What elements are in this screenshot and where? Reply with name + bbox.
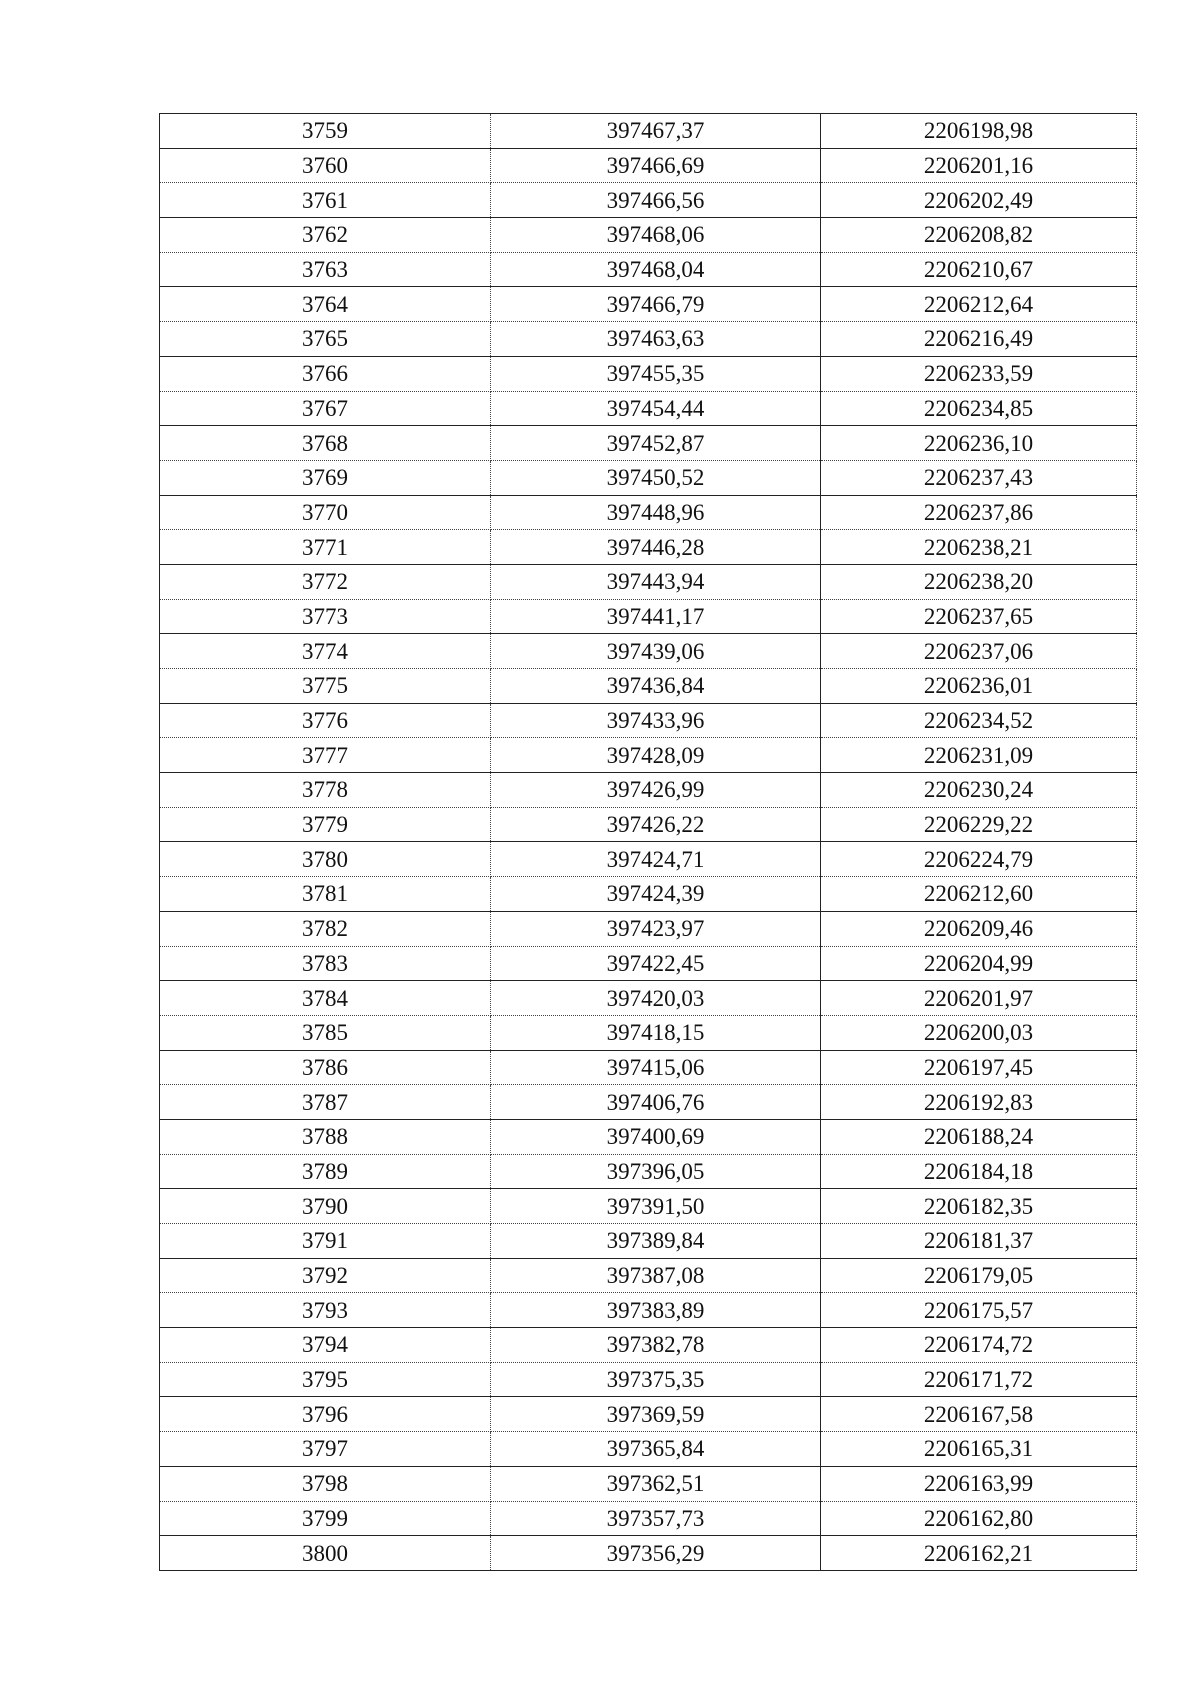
point-number-cell: 3792 — [160, 1258, 491, 1293]
y-coordinate-cell: 2206237,86 — [821, 495, 1137, 530]
x-coordinate-cell: 397406,76 — [491, 1085, 821, 1120]
x-coordinate-cell: 397383,89 — [491, 1293, 821, 1328]
point-number-cell: 3774 — [160, 634, 491, 669]
x-coordinate-cell: 397463,63 — [491, 322, 821, 357]
y-coordinate-cell: 2206201,97 — [821, 981, 1137, 1016]
y-coordinate-cell: 2206229,22 — [821, 807, 1137, 842]
y-coordinate-cell: 2206184,18 — [821, 1154, 1137, 1189]
y-coordinate-cell: 2206231,09 — [821, 738, 1137, 773]
table-row — [160, 703, 1137, 738]
x-coordinate-cell: 397467,37 — [491, 114, 821, 149]
table-row — [160, 1189, 1137, 1224]
x-coordinate-cell: 397426,99 — [491, 773, 821, 808]
x-coordinate-cell: 397468,06 — [491, 218, 821, 253]
x-coordinate-cell: 397446,28 — [491, 530, 821, 565]
coordinates-table-body — [160, 114, 1137, 1571]
y-coordinate-cell: 2206234,85 — [821, 391, 1137, 426]
table-row — [160, 252, 1137, 287]
table-row — [160, 356, 1137, 391]
point-number-cell: 3771 — [160, 530, 491, 565]
table-row — [160, 1536, 1137, 1571]
point-number-cell: 3797 — [160, 1432, 491, 1467]
table-row — [160, 1397, 1137, 1432]
table-row — [160, 1050, 1137, 1085]
table-row — [160, 148, 1137, 183]
x-coordinate-cell: 397439,06 — [491, 634, 821, 669]
table-row — [160, 1501, 1137, 1536]
point-number-cell: 3782 — [160, 911, 491, 946]
point-number-cell: 3775 — [160, 669, 491, 704]
y-coordinate-cell: 2206198,98 — [821, 114, 1137, 149]
coordinates-table — [159, 113, 1137, 1571]
x-coordinate-cell: 397454,44 — [491, 391, 821, 426]
table-row — [160, 391, 1137, 426]
y-coordinate-cell: 2206236,01 — [821, 669, 1137, 704]
point-number-cell: 3777 — [160, 738, 491, 773]
x-coordinate-cell: 397466,79 — [491, 287, 821, 322]
x-coordinate-cell: 397418,15 — [491, 1015, 821, 1050]
table-row — [160, 460, 1137, 495]
x-coordinate-cell: 397387,08 — [491, 1258, 821, 1293]
y-coordinate-cell: 2206212,64 — [821, 287, 1137, 322]
y-coordinate-cell: 2206165,31 — [821, 1432, 1137, 1467]
table-row — [160, 599, 1137, 634]
y-coordinate-cell: 2206201,16 — [821, 148, 1137, 183]
table-row — [160, 773, 1137, 808]
point-number-cell: 3790 — [160, 1189, 491, 1224]
x-coordinate-cell: 397441,17 — [491, 599, 821, 634]
y-coordinate-cell: 2206234,52 — [821, 703, 1137, 738]
table-row — [160, 877, 1137, 912]
point-number-cell: 3787 — [160, 1085, 491, 1120]
y-coordinate-cell: 2206175,57 — [821, 1293, 1137, 1328]
point-number-cell: 3786 — [160, 1050, 491, 1085]
point-number-cell: 3788 — [160, 1119, 491, 1154]
x-coordinate-cell: 397423,97 — [491, 911, 821, 946]
y-coordinate-cell: 2206192,83 — [821, 1085, 1137, 1120]
point-number-cell: 3773 — [160, 599, 491, 634]
x-coordinate-cell: 397420,03 — [491, 981, 821, 1016]
y-coordinate-cell: 2206209,46 — [821, 911, 1137, 946]
table-row — [160, 495, 1137, 530]
table-row — [160, 1154, 1137, 1189]
x-coordinate-cell: 397356,29 — [491, 1536, 821, 1571]
x-coordinate-cell: 397455,35 — [491, 356, 821, 391]
table-row — [160, 530, 1137, 565]
table-row — [160, 911, 1137, 946]
table-row — [160, 842, 1137, 877]
point-number-cell: 3795 — [160, 1362, 491, 1397]
y-coordinate-cell: 2206162,21 — [821, 1536, 1137, 1571]
x-coordinate-cell: 397468,04 — [491, 252, 821, 287]
point-number-cell: 3762 — [160, 218, 491, 253]
x-coordinate-cell: 397452,87 — [491, 426, 821, 461]
table-row — [160, 1362, 1137, 1397]
y-coordinate-cell: 2206224,79 — [821, 842, 1137, 877]
y-coordinate-cell: 2206202,49 — [821, 183, 1137, 218]
x-coordinate-cell: 397426,22 — [491, 807, 821, 842]
y-coordinate-cell: 2206216,49 — [821, 322, 1137, 357]
x-coordinate-cell: 397450,52 — [491, 460, 821, 495]
point-number-cell: 3760 — [160, 148, 491, 183]
x-coordinate-cell: 397466,56 — [491, 183, 821, 218]
x-coordinate-cell: 397365,84 — [491, 1432, 821, 1467]
y-coordinate-cell: 2206188,24 — [821, 1119, 1137, 1154]
y-coordinate-cell: 2206204,99 — [821, 946, 1137, 981]
point-number-cell: 3763 — [160, 252, 491, 287]
point-number-cell: 3761 — [160, 183, 491, 218]
y-coordinate-cell: 2206182,35 — [821, 1189, 1137, 1224]
table-row — [160, 946, 1137, 981]
y-coordinate-cell: 2206200,03 — [821, 1015, 1137, 1050]
point-number-cell: 3759 — [160, 114, 491, 149]
x-coordinate-cell: 397424,71 — [491, 842, 821, 877]
point-number-cell: 3764 — [160, 287, 491, 322]
x-coordinate-cell: 397382,78 — [491, 1328, 821, 1363]
point-number-cell: 3794 — [160, 1328, 491, 1363]
x-coordinate-cell: 397422,45 — [491, 946, 821, 981]
x-coordinate-cell: 397443,94 — [491, 564, 821, 599]
table-row — [160, 1085, 1137, 1120]
y-coordinate-cell: 2206197,45 — [821, 1050, 1137, 1085]
point-number-cell: 3796 — [160, 1397, 491, 1432]
point-number-cell: 3781 — [160, 877, 491, 912]
table-row — [160, 1293, 1137, 1328]
x-coordinate-cell: 397391,50 — [491, 1189, 821, 1224]
point-number-cell: 3799 — [160, 1501, 491, 1536]
table-row — [160, 1328, 1137, 1363]
y-coordinate-cell: 2206237,06 — [821, 634, 1137, 669]
x-coordinate-cell: 397375,35 — [491, 1362, 821, 1397]
table-row — [160, 1119, 1137, 1154]
x-coordinate-cell: 397436,84 — [491, 669, 821, 704]
y-coordinate-cell: 2206174,72 — [821, 1328, 1137, 1363]
x-coordinate-cell: 397357,73 — [491, 1501, 821, 1536]
x-coordinate-cell: 397369,59 — [491, 1397, 821, 1432]
table-row — [160, 1258, 1137, 1293]
x-coordinate-cell: 397433,96 — [491, 703, 821, 738]
point-number-cell: 3789 — [160, 1154, 491, 1189]
point-number-cell: 3769 — [160, 460, 491, 495]
point-number-cell: 3784 — [160, 981, 491, 1016]
y-coordinate-cell: 2206181,37 — [821, 1224, 1137, 1259]
y-coordinate-cell: 2206208,82 — [821, 218, 1137, 253]
x-coordinate-cell: 397400,69 — [491, 1119, 821, 1154]
y-coordinate-cell: 2206171,72 — [821, 1362, 1137, 1397]
x-coordinate-cell: 397424,39 — [491, 877, 821, 912]
point-number-cell: 3780 — [160, 842, 491, 877]
y-coordinate-cell: 2206236,10 — [821, 426, 1137, 461]
table-row — [160, 807, 1137, 842]
point-number-cell: 3785 — [160, 1015, 491, 1050]
y-coordinate-cell: 2206237,43 — [821, 460, 1137, 495]
point-number-cell: 3800 — [160, 1536, 491, 1571]
point-number-cell: 3776 — [160, 703, 491, 738]
table-row — [160, 114, 1137, 149]
x-coordinate-cell: 397466,69 — [491, 148, 821, 183]
y-coordinate-cell: 2206233,59 — [821, 356, 1137, 391]
point-number-cell: 3772 — [160, 564, 491, 599]
x-coordinate-cell: 397396,05 — [491, 1154, 821, 1189]
point-number-cell: 3767 — [160, 391, 491, 426]
table-row — [160, 738, 1137, 773]
table-row — [160, 564, 1137, 599]
point-number-cell: 3768 — [160, 426, 491, 461]
x-coordinate-cell: 397389,84 — [491, 1224, 821, 1259]
y-coordinate-cell: 2206163,99 — [821, 1466, 1137, 1501]
point-number-cell: 3778 — [160, 773, 491, 808]
table-row — [160, 634, 1137, 669]
x-coordinate-cell: 397415,06 — [491, 1050, 821, 1085]
y-coordinate-cell: 2206212,60 — [821, 877, 1137, 912]
point-number-cell: 3770 — [160, 495, 491, 530]
table-row — [160, 426, 1137, 461]
point-number-cell: 3766 — [160, 356, 491, 391]
y-coordinate-cell: 2206210,67 — [821, 252, 1137, 287]
table-row — [160, 287, 1137, 322]
table-row — [160, 218, 1137, 253]
point-number-cell: 3793 — [160, 1293, 491, 1328]
table-row — [160, 1432, 1137, 1467]
y-coordinate-cell: 2206238,21 — [821, 530, 1137, 565]
point-number-cell: 3779 — [160, 807, 491, 842]
table-row — [160, 669, 1137, 704]
y-coordinate-cell: 2206238,20 — [821, 564, 1137, 599]
y-coordinate-cell: 2206237,65 — [821, 599, 1137, 634]
table-row — [160, 1224, 1137, 1259]
table-row — [160, 1466, 1137, 1501]
y-coordinate-cell: 2206230,24 — [821, 773, 1137, 808]
point-number-cell: 3765 — [160, 322, 491, 357]
point-number-cell: 3791 — [160, 1224, 491, 1259]
point-number-cell: 3783 — [160, 946, 491, 981]
table-row — [160, 1015, 1137, 1050]
x-coordinate-cell: 397448,96 — [491, 495, 821, 530]
y-coordinate-cell: 2206162,80 — [821, 1501, 1137, 1536]
x-coordinate-cell: 397428,09 — [491, 738, 821, 773]
point-number-cell: 3798 — [160, 1466, 491, 1501]
x-coordinate-cell: 397362,51 — [491, 1466, 821, 1501]
table-row — [160, 183, 1137, 218]
table-row — [160, 322, 1137, 357]
table-row — [160, 981, 1137, 1016]
y-coordinate-cell: 2206167,58 — [821, 1397, 1137, 1432]
y-coordinate-cell: 2206179,05 — [821, 1258, 1137, 1293]
